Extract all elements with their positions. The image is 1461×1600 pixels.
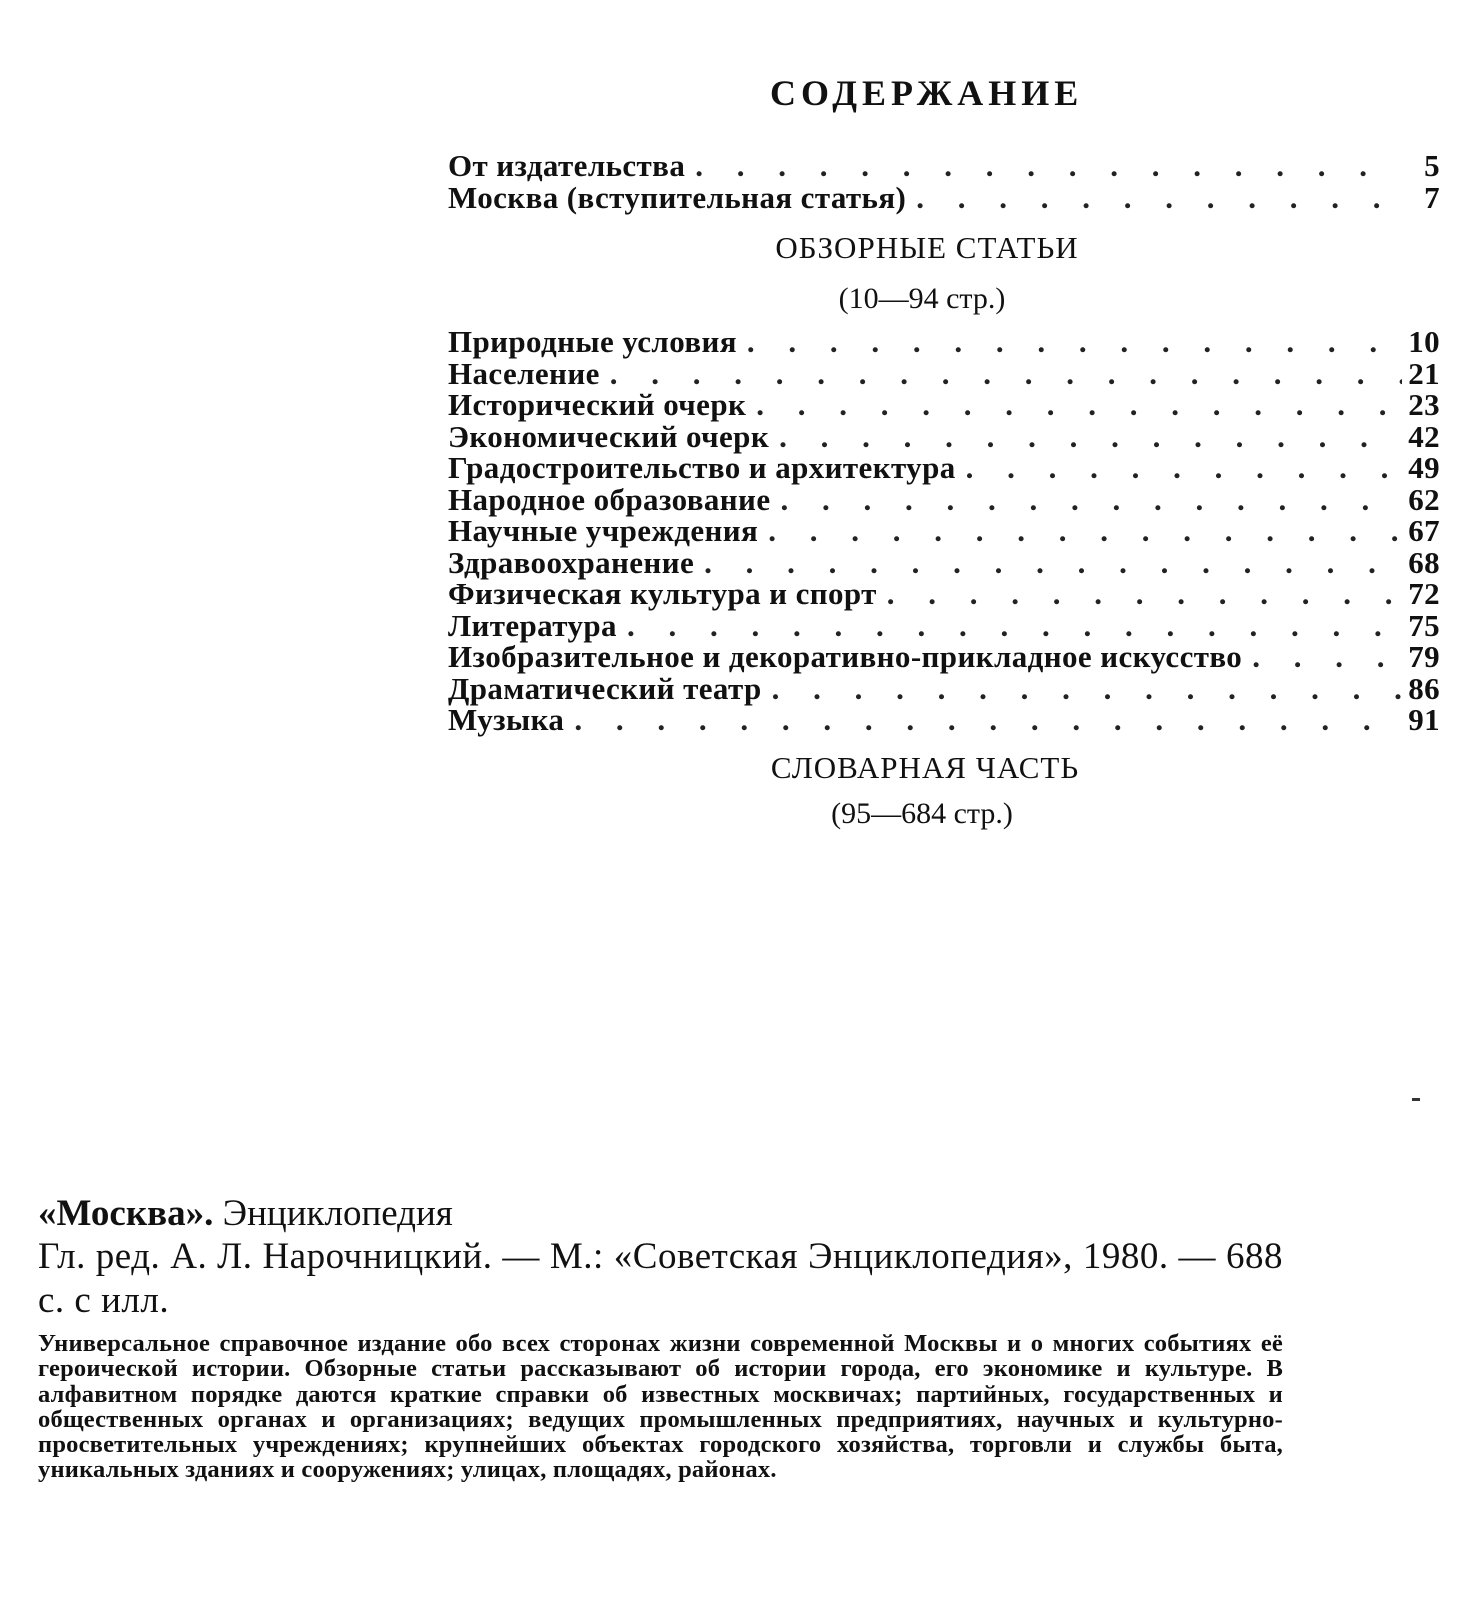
toc-entry-title: Экономический очерк <box>448 418 770 454</box>
dictionary-heading: СЛОВАРНАЯ ЧАСТЬ <box>770 750 1080 785</box>
toc-entry-page: 42 <box>1408 418 1440 454</box>
toc-entry-page: 79 <box>1408 639 1440 674</box>
toc-entry <box>448 355 1440 391</box>
toc-entry-title: Физическая культура и спорт <box>448 576 877 611</box>
toc-entry <box>448 639 1440 674</box>
book-title-kind: Энциклопедия <box>222 1193 453 1234</box>
toc-entry <box>448 670 1440 706</box>
toc-entry-title: Население <box>448 355 600 391</box>
toc-entry-title: Москва (вступительная статья) <box>448 179 907 215</box>
toc-entry-title: Природные условия <box>448 324 737 359</box>
bibliographic-description <box>38 1193 1283 1483</box>
toc-entry-page: 7 <box>1424 179 1440 215</box>
publication-info: Гл. ред. А. Л. Нарочницкий. — М.: «Советская Энциклопедия», 1980. — 688 с. с илл. <box>38 1236 1283 1321</box>
toc-entry <box>448 576 1440 611</box>
toc-entry <box>448 387 1440 422</box>
overview-entries-list <box>448 324 1440 737</box>
toc-entry <box>448 148 1440 183</box>
toc-entry <box>448 179 1440 215</box>
book-abstract: Универсальное справочное издание обо всех сторонах жизни современной Москвы и о многих событиях её героической истории. Обзорные статьи рассказывают об истории города, его экономике и культуре. В алфавитном порядке даются краткие справки об известных москвичах; партийных, государственных и общественных органах и организациях; ведущих промышленных предприятиях, научных и культурно-просветительных учреждениях; крупнейших объектах городского хозяйства, торговли и службы быта, уникальных зданиях и сооружениях; улицах, площадях, районах. <box>38 1330 1283 1484</box>
toc-entry-page: 91 <box>1408 702 1440 737</box>
contents-title: СОДЕРЖАНИЕ <box>770 73 1084 113</box>
toc-entry <box>448 418 1440 454</box>
toc-entry-page: 21 <box>1408 355 1440 391</box>
toc-entry <box>448 481 1440 517</box>
toc-entry-page: 86 <box>1408 670 1440 706</box>
toc-entry <box>448 702 1440 737</box>
toc-entry-page: 5 <box>1424 148 1440 183</box>
front-entries-list <box>448 148 1440 215</box>
toc-entry-page: 72 <box>1408 576 1440 611</box>
toc-entry-page: 10 <box>1408 324 1440 359</box>
overview-page-range: (10—94 стр.) <box>838 282 1006 315</box>
toc-entry-title: Научные учреждения <box>448 513 759 548</box>
toc-entry-page: 68 <box>1408 544 1440 580</box>
book-title <box>38 1193 1283 1235</box>
toc-entry-page: 62 <box>1408 481 1440 517</box>
toc-entry <box>448 513 1440 548</box>
toc-entry-title: Исторический очерк <box>448 387 747 422</box>
toc-entry-title: Здравоохранение <box>448 544 695 580</box>
toc-entry <box>448 324 1440 359</box>
toc-entry-page: 49 <box>1408 450 1440 485</box>
book-title-name: «Москва». <box>38 1193 214 1234</box>
dictionary-page-range: (95—684 стр.) <box>831 797 1013 830</box>
margin-mark <box>1412 1098 1420 1101</box>
overview-heading: ОБЗОРНЫЕ СТАТЬИ <box>775 230 1079 265</box>
toc-entry-title: Градостроительство и архитектура <box>448 450 956 485</box>
dot-leader <box>906 180 1402 216</box>
toc-entry-title: Изобразительное и декоративно-прикладное искусство <box>448 639 1243 674</box>
toc-entry-title: От издательства <box>448 148 686 183</box>
toc-entry-title: Драматический театр <box>448 670 762 706</box>
dot-leader <box>564 702 1402 738</box>
toc-entry-page: 23 <box>1408 387 1440 422</box>
toc-entry-title: Народное образование <box>448 481 771 517</box>
toc-entry-page: 75 <box>1408 607 1440 643</box>
toc-entry <box>448 607 1440 643</box>
toc-entry-title: Музыка <box>448 702 565 737</box>
toc-entry-title: Литература <box>448 607 617 643</box>
toc-entry-page: 67 <box>1408 513 1440 548</box>
toc-entry <box>448 544 1440 580</box>
toc-entry <box>448 450 1440 485</box>
